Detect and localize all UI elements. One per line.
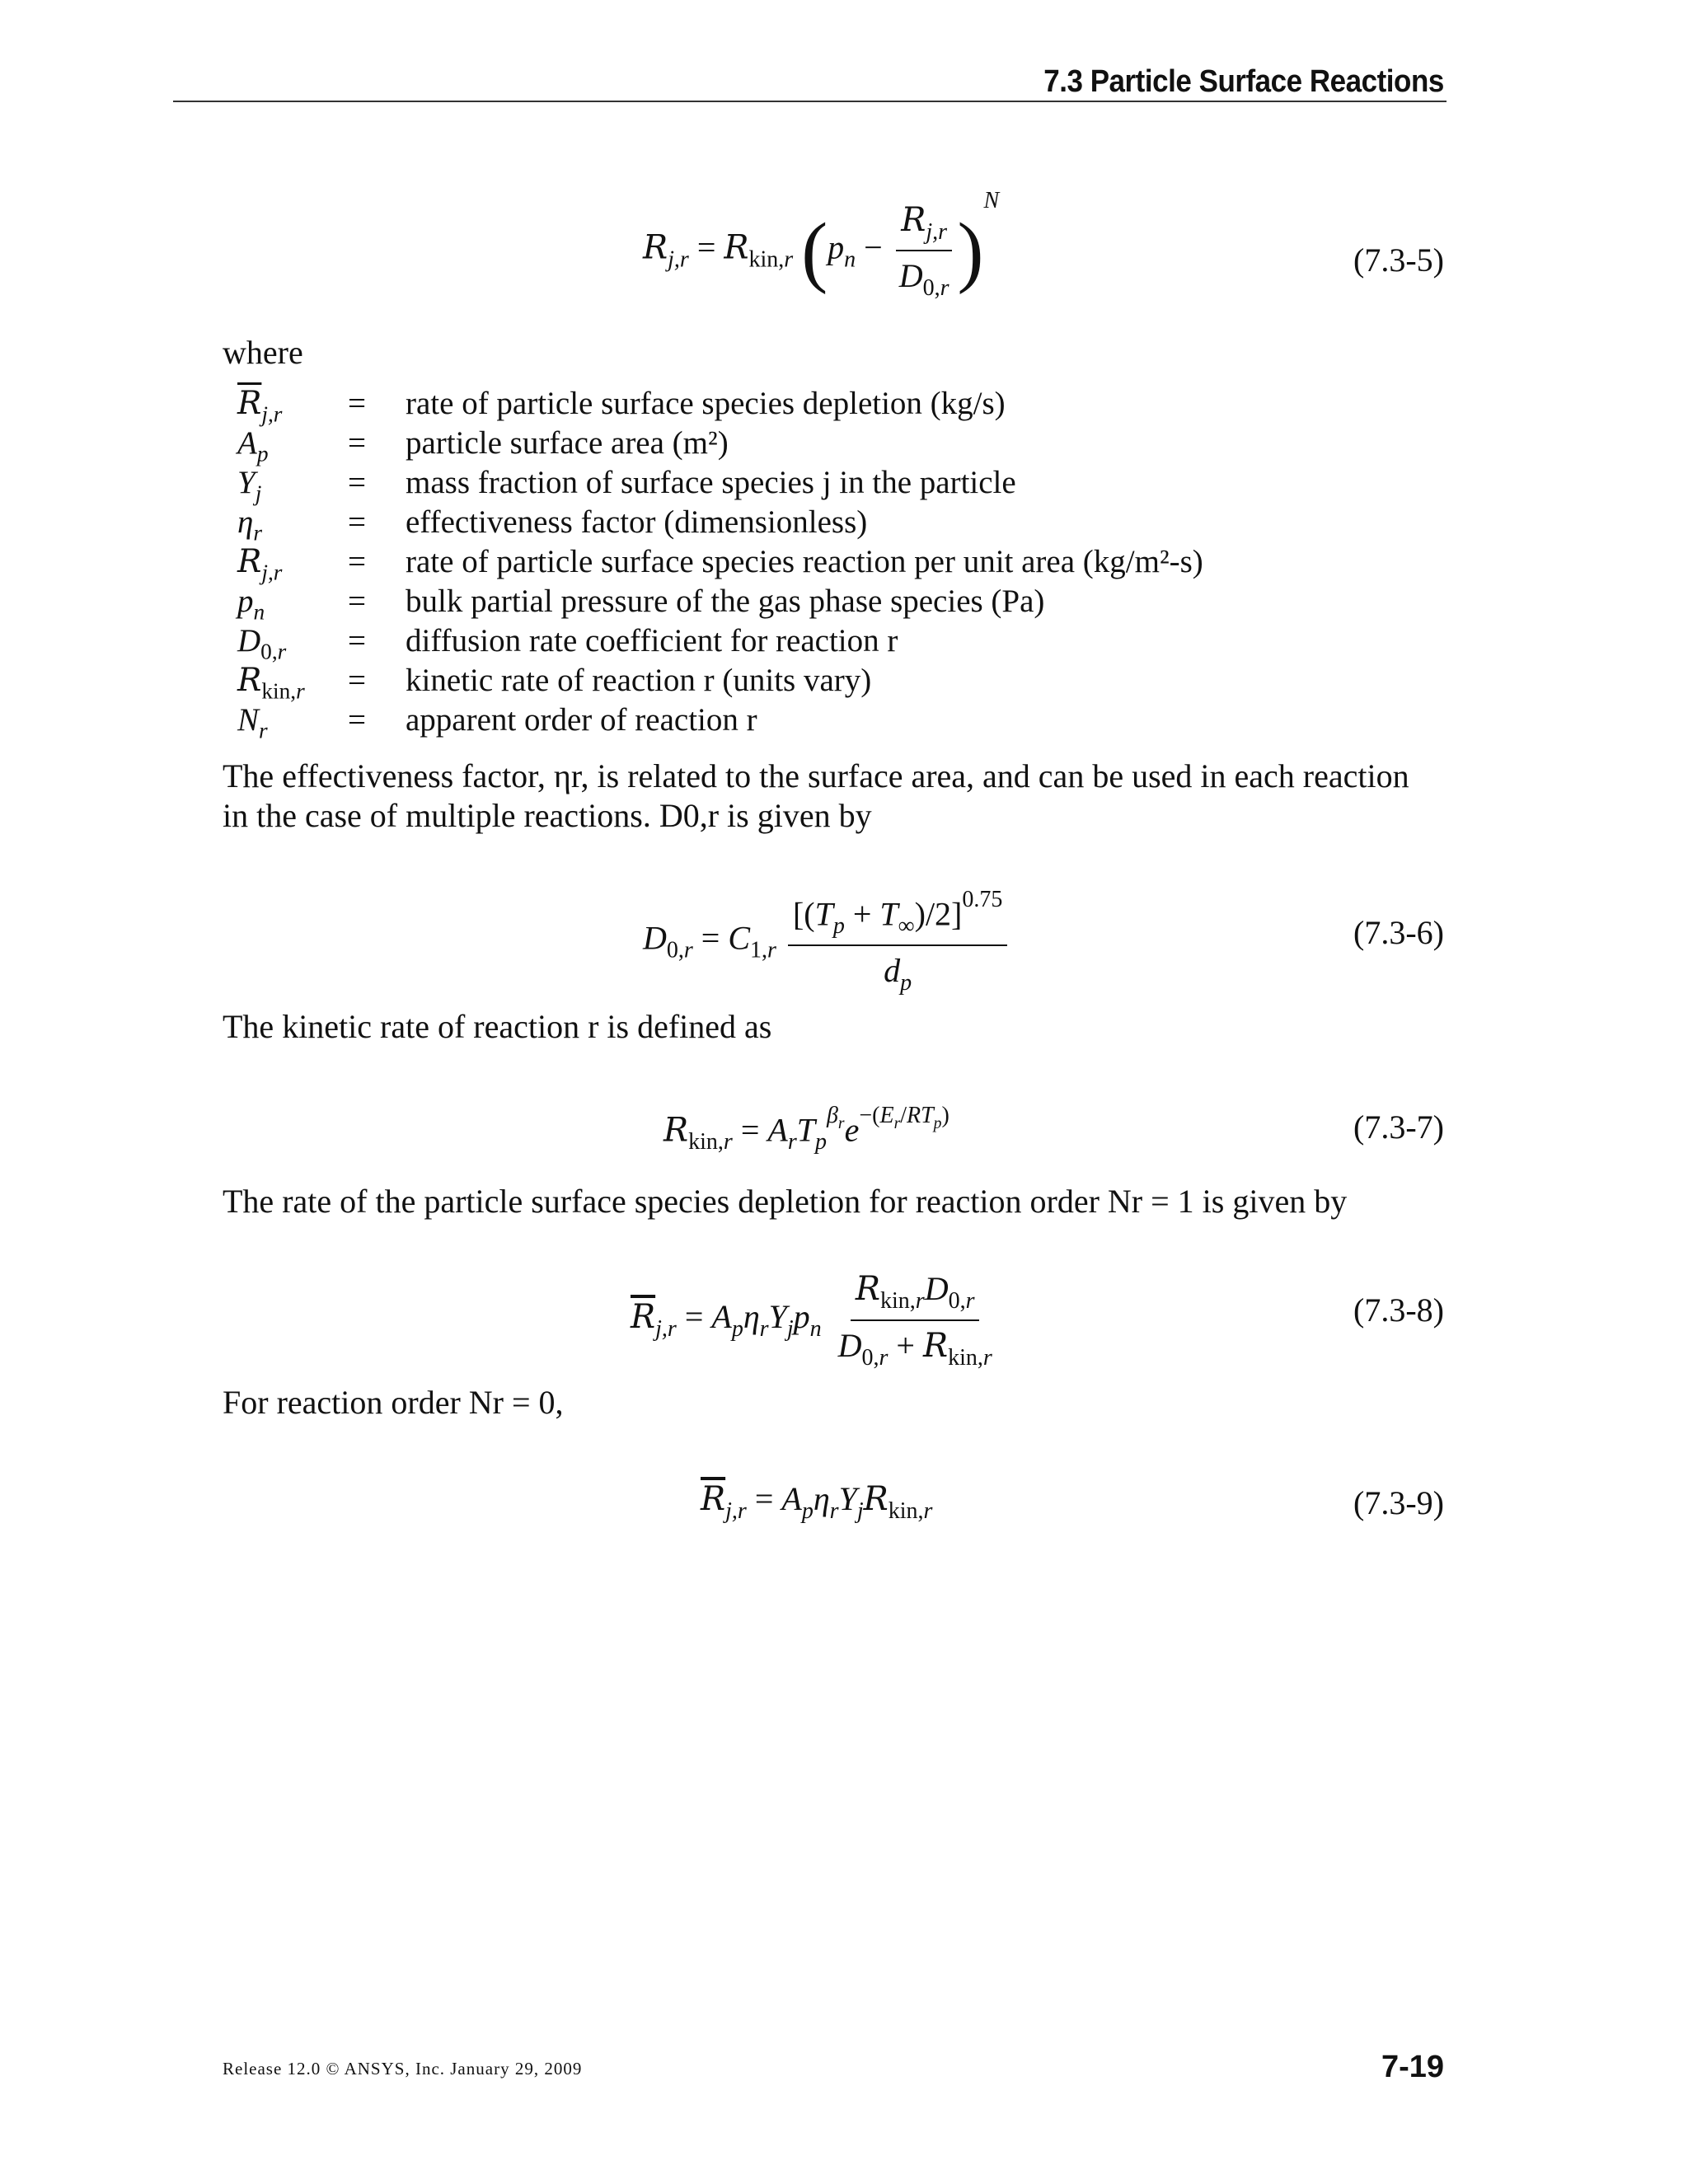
equation-number: (7.3-7): [1353, 1108, 1444, 1146]
where-label: where: [223, 334, 303, 371]
definition-text: mass fraction of surface species j in the particle: [406, 465, 1016, 500]
equation-7-3-9: $\overline{R}_{j,r} = A_p\eta_rY_jR_{kin,r}$: [701, 1480, 933, 1524]
equation-number: (7.3-9): [1353, 1484, 1444, 1521]
paragraph-effectiveness-1: The effectiveness factor, ηr, is related to the surface area, and can be used in each reaction: [223, 757, 1409, 794]
equation-7-3-8: $\overline{R}_{j,r} = A_p\eta_rY_jp_n$ $\frac{R_{kin,r}D_{0,r}}{D_{0,r} + R_{kin,r}}$: [631, 1270, 992, 1371]
paragraph-depletion-order-1: The rate of the particle surface species depletion for reaction order Nr = 1 is given by: [223, 1183, 1348, 1220]
paragraph-kinetic-rate: The kinetic rate of reaction r is defined as: [223, 1008, 772, 1045]
definition-text: rate of particle surface species reaction per unit area (kg/m²-s): [406, 544, 1203, 579]
equation-number: (7.3-8): [1353, 1291, 1444, 1329]
definition-text: effectiveness factor (dimensionless): [406, 504, 868, 540]
header-rule: [173, 101, 1447, 102]
equation-number: (7.3-5): [1353, 241, 1444, 279]
equation-7-3-5: $R_{j,r} = R_{kin,r}$ ($p_n$ − $\frac{R_{j,r}}{D_{0,r}}$ )$^N$: [643, 188, 1000, 302]
page-number: 7-19: [1381, 2050, 1444, 2084]
definition-text: kinetic rate of reaction r (units vary): [406, 663, 872, 698]
running-header-title: 7.3 Particle Surface Reactions: [1043, 64, 1444, 99]
paragraph-effectiveness-2: in the case of multiple reactions. D0,r is given by: [223, 797, 872, 834]
equation-number: (7.3-6): [1353, 914, 1444, 951]
footer-release: Release 12.0 © ANSYS, Inc. January 29, 2009: [223, 2059, 583, 2079]
equation-7-3-6: $D_{0,r} = C_{1,r}$ $\frac{[(T_p + T_\infty)/2]^{0.75}}{d_p}$: [643, 887, 1010, 996]
equation-7-3-7: $R_{kin,r} = A_rT_p^{\beta_r}e^{-(E_r/RT_p)}$: [663, 1103, 950, 1155]
paragraph-order-0: For reaction order Nr = 0,: [223, 1384, 564, 1421]
definition-text: bulk partial pressure of the gas phase species (Pa): [406, 583, 1045, 619]
definition-text: diffusion rate coefficient for reaction r: [406, 623, 898, 658]
definition-text: rate of particle surface species depletion (kg/s): [406, 386, 1006, 421]
definition-text: apparent order of reaction r: [406, 702, 757, 738]
definition-text: particle surface area (m²): [406, 425, 729, 461]
